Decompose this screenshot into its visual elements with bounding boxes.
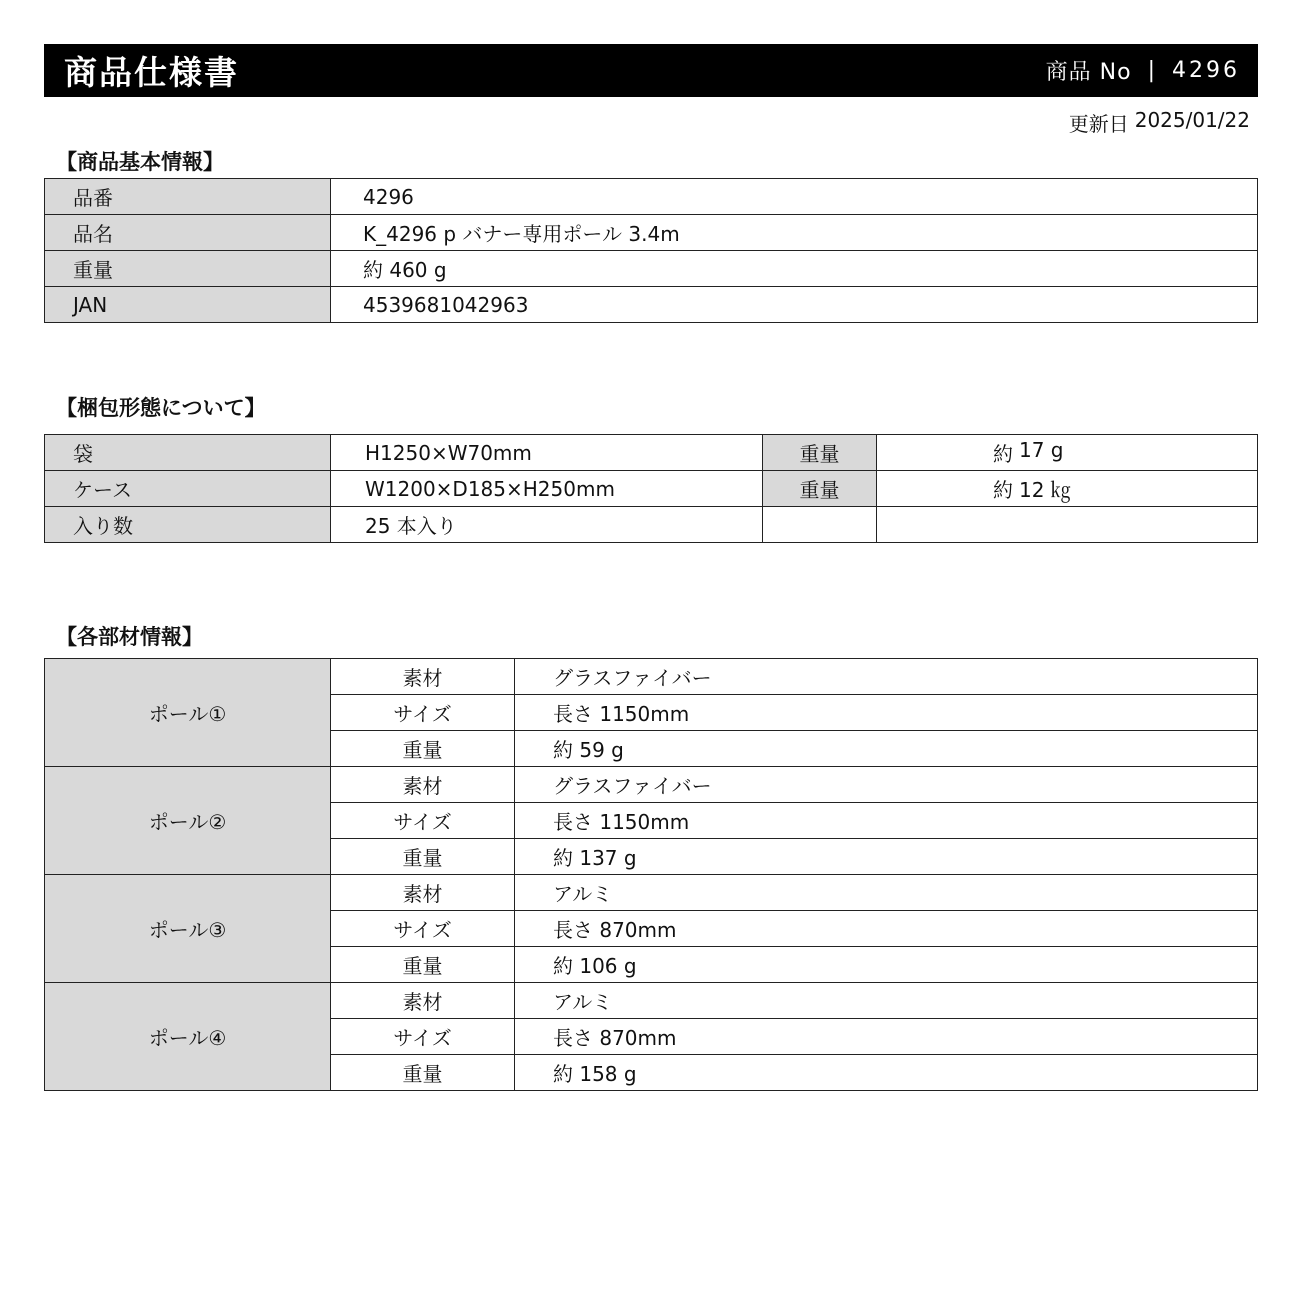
parts-title: 【各部材情報】 [56, 625, 203, 649]
packaging-size: H1250×W70mm [331, 435, 763, 471]
weight-prefix: 約 [993, 478, 1013, 502]
part-attr-label: 重量 [331, 947, 515, 983]
header-bar [44, 44, 1258, 97]
packaging-table [44, 434, 1258, 543]
table-row [45, 251, 1258, 287]
packaging-weight-label: 重量 [763, 435, 877, 471]
part-attr-value: 長さ 870mm [515, 1019, 1258, 1055]
update-date-label: 更新日 [1068, 112, 1129, 136]
product-no-value: 4296 [1172, 58, 1240, 83]
part-attr-value: アルミ [515, 983, 1258, 1019]
update-date [1069, 108, 1250, 137]
part-attr-value: 約 137 g [515, 839, 1258, 875]
product-no-separator: | [1147, 58, 1156, 83]
table-row [45, 215, 1258, 251]
basic-info-value: K_4296 p バナー専用ポール 3.4m [331, 215, 1258, 251]
basic-info-value: 約 460 g [331, 251, 1258, 287]
part-attr-label: 素材 [331, 767, 515, 803]
table-row [45, 435, 1258, 471]
part-attr-value: 長さ 1150mm [515, 695, 1258, 731]
part-attr-label: サイズ [331, 1019, 515, 1055]
packaging-size: 25 本入り [331, 507, 763, 543]
packaging-weight [877, 435, 1258, 471]
packaging-size: W1200×D185×H250mm [331, 471, 763, 507]
part-attr-value: グラスファイバー [515, 767, 1258, 803]
weight-value: 12 ㎏ [1019, 478, 1071, 502]
part-attr-value: 約 59 g [515, 731, 1258, 767]
update-date-value: 2025/01/22 [1134, 108, 1250, 132]
weight-value: 17 g [1019, 438, 1064, 462]
part-attr-label: 重量 [331, 731, 515, 767]
packaging-title: 【梱包形態について】 [56, 396, 266, 420]
table-row [45, 767, 1258, 803]
packaging-weight [877, 471, 1258, 507]
table-row [45, 471, 1258, 507]
part-attr-value: グラスファイバー [515, 659, 1258, 695]
part-name: ポール① [45, 659, 331, 767]
packaging-label: 入り数 [45, 507, 331, 543]
basic-info-label: 品番 [45, 179, 331, 215]
product-no-label: 商品 No [1045, 60, 1132, 85]
basic-info-value: 4296 [331, 179, 1258, 215]
part-attr-value: 長さ 1150mm [515, 803, 1258, 839]
packaging-weight-label: 重量 [763, 471, 877, 507]
packaging-weight [877, 507, 1258, 543]
table-row [45, 659, 1258, 695]
part-attr-value: 約 106 g [515, 947, 1258, 983]
basic-info-label: 品名 [45, 215, 331, 251]
table-row [45, 507, 1258, 543]
basic-info-label: JAN [45, 287, 331, 323]
part-attr-label: 素材 [331, 983, 515, 1019]
part-attr-value: 約 158 g [515, 1055, 1258, 1091]
part-attr-label: サイズ [331, 803, 515, 839]
part-attr-label: サイズ [331, 695, 515, 731]
part-name: ポール③ [45, 875, 331, 983]
packaging-weight-label [763, 507, 877, 543]
page-title: 商品仕様書 [64, 53, 239, 92]
table-row [45, 287, 1258, 323]
part-attr-value: 長さ 870mm [515, 911, 1258, 947]
part-attr-label: 重量 [331, 839, 515, 875]
part-attr-label: サイズ [331, 911, 515, 947]
part-attr-value: アルミ [515, 875, 1258, 911]
product-number [1046, 55, 1240, 86]
packaging-label: 袋 [45, 435, 331, 471]
part-name: ポール④ [45, 983, 331, 1091]
part-attr-label: 重量 [331, 1055, 515, 1091]
table-row [45, 179, 1258, 215]
basic-info-value: 4539681042963 [331, 287, 1258, 323]
basic-info-label: 重量 [45, 251, 331, 287]
basic-info-table [44, 178, 1258, 323]
packaging-label: ケース [45, 471, 331, 507]
weight-prefix: 約 [993, 442, 1013, 466]
table-row [45, 875, 1258, 911]
basic-info-title: 【商品基本情報】 [56, 150, 224, 174]
parts-table [44, 658, 1258, 1091]
part-attr-label: 素材 [331, 659, 515, 695]
table-row [45, 983, 1258, 1019]
part-attr-label: 素材 [331, 875, 515, 911]
part-name: ポール② [45, 767, 331, 875]
